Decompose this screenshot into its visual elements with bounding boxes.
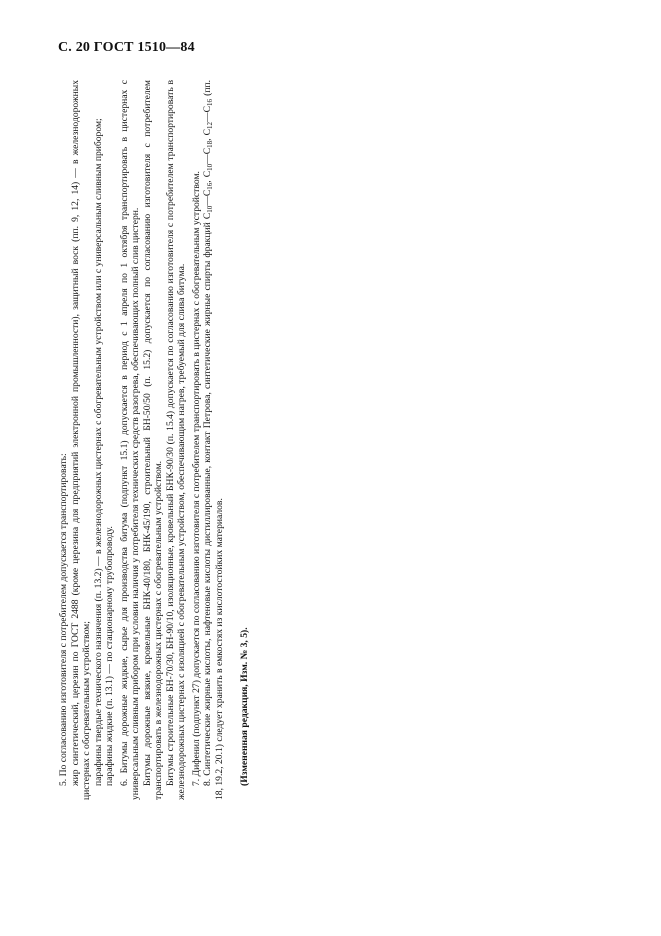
p8-dash: —C	[202, 147, 213, 164]
paragraph-7-diphenyl: 7. Дифенил (подпункт 27) допускается по согласованию изготовителя с потребителем транспортировать в цистернах с обогревательным устройством.	[190, 171, 202, 786]
p8-sub: 16	[206, 182, 214, 190]
p8-dash: —C	[202, 189, 213, 206]
paragraph-6-viscous-bitumen: Битумы дорожные вязкие, кровельные БНК-40/180, БНК-45/190, строительный БН-50/50 (п. 15.2) допускается по согласованию изготовителя с потребителем транспортировать в железнодорожных цистернах с обогревательным устройством.	[141, 80, 164, 800]
paragraph-5-intro: 5. По согласованию изготовителя с потребителем допускается транспортировать:	[58, 453, 69, 786]
p8-sub: 10	[206, 163, 214, 171]
p8-sub: 10	[206, 205, 214, 213]
p8-end: (пп. 18, 19.2, 20.1) следует хранить в емкостях из кислотостойких материалов.	[202, 79, 225, 800]
rotated-body-text	[58, 80, 308, 800]
paragraph-8-acids	[202, 80, 225, 800]
p8-comma: , C	[202, 170, 213, 183]
p8-sub: 12	[206, 121, 214, 129]
p8-text: 8. Синтетические жирные кислоты, нафтеновые кислоты дистиллированные, контакт Петрова, синтетические жирные спирты фракций C	[202, 212, 213, 786]
paragraph-5-paraffin-liquid: парафины жидкие (п. 13.1) — по стационарному трубопроводу.	[104, 526, 115, 786]
paragraph-5-paraffin-solid: парафины твердые технического назначения (п. 13.2) — в железнодорожных цистернах с обогревательным устройством или с универсальным сливным прибором;	[92, 118, 104, 786]
paragraph-5-wax: жир синтетический, церезин по ГОСТ 2488 (кроме церезина для предприятий электронной промышленности), защитный воск (пп. 9, 12, 14) — в железнодорожных цистернах с обогревательным устройством;	[69, 80, 92, 800]
p8-sub: 16	[206, 98, 214, 106]
paragraph-6-road-bitumen: 6. Битумы дорожные жидкие, сырье для производства битума (подпункт 15.1) допускается в период с 1 апреля по 1 октября транспортировать в цистернах с универсальным сливным прибором при условии наличия у потребителя технических средств разогрева, обеспечивающих полный слив цистерн.	[118, 80, 141, 800]
edition-note: (Измененная редакция, Изм. № 3, 5).	[239, 627, 250, 786]
paragraph-6-construction-bitumen: Битумы строительные БН-70/30, БН-90/10, изоляционные, кровельный БНК-90/30 (п. 15.4) допускается по согласованию изготовителя с потребителем транспортировать в железнодорожных цистернах с изоляцией с обогревательным устройством, обеспечивающим нагрев, требуемый для слива битума.	[164, 80, 187, 800]
p8-comma: , C	[202, 128, 213, 141]
page-header: С. 20 ГОСТ 1510—84	[58, 40, 195, 55]
p8-sub: 18	[206, 140, 214, 148]
p8-dash: —C	[202, 105, 213, 122]
